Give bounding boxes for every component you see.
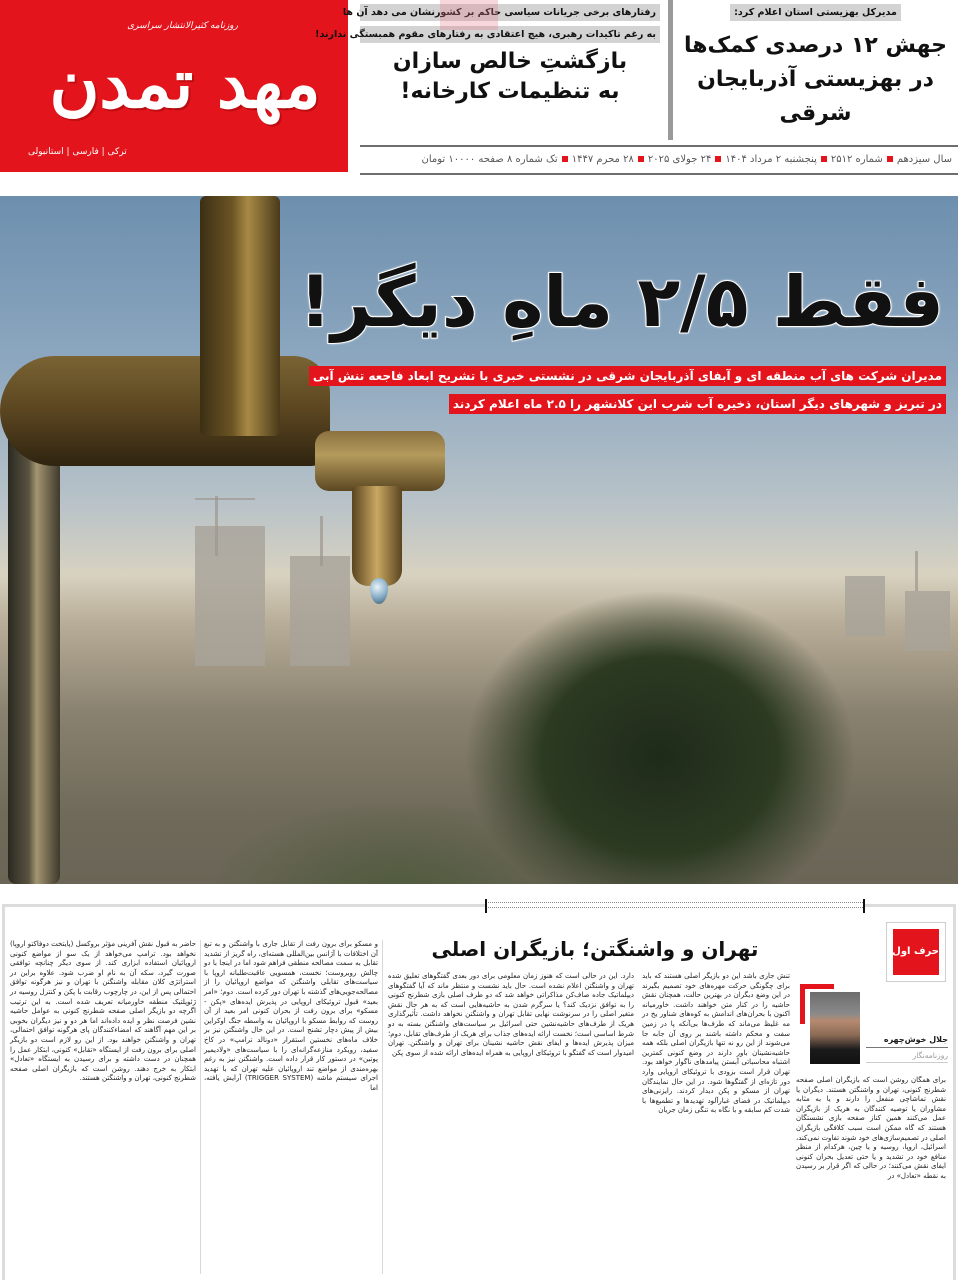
column-text: دارد. این در حالی است که هنوز زمان معلومی برای دور بعدی گفتگوهای تعلیق شده تهران و واشنگتن اعلام نشده است. حال باید نشست و منتظر ماند که آیا گفتگوهای دیپلماتیک جاده صاف‌کن مذاکراتی خواهد شد که دو طرف اصلی بازی شطرنج کنونی را به توافق نزدیک کند؟ یا سرگرم شدن به حاشیه‌هایی است که به هر حال نقش متغیر اصلی را در سرنوشت نهایی تقابل تهران و واشنگتن نخواهد داشت. تأثیرگذاری هریک از طرف‌های حاشیه‌نشین حتی اسرائیل بر سیاست‌های واشنگتن بسته به دو شرط اساسی است؛ نخست ارائه ایده‌های جذاب برای هریک از طرف‌های تقابل، دوم؛ میزان پذیرش ایده‌ها و ایفای نقش حاشیه نشینان برای تهران و واشنگتن. تهران امیدوار است که گفتگو با تروئیکای اروپایی به همراه ایده‌های ارائه شده از سوی پکن: [388, 972, 634, 1057]
teaser-middle[interactable]: [315, 0, 660, 140]
faucet-nozzle: [315, 431, 445, 491]
section-badge-frame: [886, 922, 946, 982]
article-title[interactable]: تهران و واشنگتن؛ بازیگران اصلی: [431, 937, 759, 961]
column-text: حاضر به قبول نقش آفرینی مؤثر بروکسل (پایتخت دوفاکتو اروپا) نخواهد بود. ترامپ می‌خواهد از یک سو از مواضع کنونی اروپائیان استفاده ابزاری کند. از سوی دیگر چنانچه توافقی صورت گیرد، سکه آن به نام او ضرب شود. علاوه براین در استراتژی کلان مقابله واشنگتن با تهران و نیز هرگونه توافق احتمالی پس از این، در چارچوب رقابت با پکن و کنترل روسیه در ژئوپلتیک منطقه خاورمیانه تعریف شده است. به این ترتیب اگرچه دو بازیگر اصلی صفحه شطرنج کنونی به عوامل حاشیه نشین فرصت نظر و ایده داده‌اند اما هر دو و نیز دیگران بخوبی بر این مهم آگاهند که امضاءکنندگان پای هرگونه توافق احتمالی، تهران و واشنگتن خواهند بود. از این رو لازم است دو بازیگر اصلی برای برون رفت از ایستگاه «تقابل» کنونی، ابتکار عمل را همچنان در دست داشته و برای رسیدن به ایستگاه «تعادل» ابتکار به خرج دهند. روشن است که بازیگران اصلی صفحه شطرنج کنونی، تهران و واشنگتن هستند.: [10, 940, 196, 1083]
background-building: [195, 526, 265, 666]
article-column-3: [388, 972, 634, 1274]
background-crane: [215, 496, 218, 556]
dateline-issue: شماره ۲۵۱۲: [830, 154, 883, 165]
separator-square-icon: [821, 156, 827, 162]
teaser-right-title-line-2: در بهزیستی آذربایجان شرقی: [697, 67, 934, 126]
separator-square-icon: [562, 156, 568, 162]
background-building: [845, 576, 885, 636]
logo-languages: ترکی | فارسی | استانبولی: [28, 147, 127, 157]
teaser-middle-title-line-1: بازگشتِ خالص سازان: [392, 49, 628, 74]
article-column-1: [796, 1076, 946, 1274]
background-crane: [915, 551, 918, 591]
article-column-2: [642, 972, 790, 1274]
separator-square-icon: [715, 156, 721, 162]
column-text: برای همگان روشن است که بازیگران اصلی صفحه شطرنج کنونی، تهران و واشنگتن هستند. دیگران یا نقش تماشاچی منفعل را دارند و یا به مثابه مشاوران یا توصیه کنندگان به هریک از بازیگران عمل می‌کنند همین کناز صفحه بازی نشستگان هستند که گاه ممکن است سبب کلافگی بازیگران اصلی در تصمیم‌سازی‌های خود شوند تفاوت نمی‌کند، اسرائیل، اروپا، روسیه و یا چین، هرکدام از منظر منافع خود در تشدید و یا حتی تعدیل بحران کنونی ایفای نقش می‌کنند؛ در حالی که اگر قرار بر رسیدن به نقطه «تعادل» در: [796, 1076, 946, 1180]
teaser-middle-kicker-2: به رغم تاکیدات رهبری، هیچ اعتقادی به رفتارهای مقوم همبستگی ندارند!: [360, 26, 660, 43]
dateline-gregorian-date: ۲۴ جولای ۲۰۲۵: [647, 154, 712, 165]
decorative-rule: [485, 902, 865, 908]
background-building: [290, 556, 350, 666]
author-name: جلال خوش‌چهره: [866, 1034, 948, 1048]
author-photo: [810, 992, 860, 1064]
hero-subhead-line-1: مدیران شرکت های آب منطقه ای و آبفای آذربایجان شرقی در نشستی خبری با تشریح ابعاد فاجعه تنش آبی: [309, 366, 946, 386]
author-role: روزنامه‌نگار: [866, 1050, 948, 1063]
author-photo-block: [800, 984, 860, 1064]
hero-photo[interactable]: [0, 196, 958, 884]
article-column-5: [10, 940, 196, 1274]
dateline-price: تک شماره ۸ صفحه ۱۰۰۰۰ تومان: [421, 154, 558, 165]
separator-square-icon: [887, 156, 893, 162]
faucet-body: [200, 196, 280, 436]
logo-tagline: روزنامه کثیرالانتشار سراسری: [127, 21, 238, 31]
teaser-middle-title: [360, 47, 660, 107]
faucet-arm: [0, 356, 330, 466]
hero-headline: فقط ۲/۵ ماهِ دیگر!: [299, 261, 944, 343]
dateline-lunar-date: ۲۸ محرم ۱۴۴۷: [571, 154, 634, 165]
teaser-middle-title-line-2: به تنظیمات کارخانه!: [400, 79, 620, 104]
water-drop-icon: [370, 578, 388, 604]
separator-square-icon: [638, 156, 644, 162]
teaser-right-kicker: مدیرکل بهزیستی استان اعلام کرد:: [730, 4, 901, 21]
teaser-right-title: [673, 29, 958, 131]
dateline-year: سال سیزدهم: [896, 154, 952, 165]
background-building: [905, 591, 950, 651]
hero-subhead-line-2: در تبریز و شهرهای دیگر استان، ذخیره آب شرب این کلانشهر را ۲.۵ ماه اعلام کردند: [449, 394, 946, 414]
teaser-right[interactable]: [668, 0, 958, 140]
column-divider: [200, 940, 201, 1274]
teaser-middle-kicker-1: رفتارهای برخی جریانات سیاسی حاکم بر کشورنشان می دهد آن ها: [360, 4, 660, 21]
newspaper-logo[interactable]: [0, 0, 348, 172]
teaser-right-title-line-1: جهش ۱۲ درصدی کمک‌ها: [684, 33, 947, 58]
dateline-solar-date: پنجشنبه ۲ مرداد ۱۴۰۴: [725, 154, 817, 165]
background-crane: [320, 516, 323, 566]
background-crane: [195, 498, 255, 500]
logo-wordmark: مهد تمدن: [49, 44, 321, 124]
faucet-spout: [352, 486, 402, 586]
column-divider: [382, 940, 383, 1274]
section-badge[interactable]: حرف اول: [893, 929, 939, 975]
article-column-4: [204, 940, 378, 1274]
issue-dateline: [360, 145, 958, 175]
speech-bubble-mark: [440, 0, 498, 30]
water-pipe: [8, 396, 60, 884]
column-text: و مسکو برای برون رفت از تقابل جاری با واشنگتن و به تبع آن اختلافات با آژانس بین‌المللی هسته‌ای، راه گریز از تشدید تقابل به سمت مصالحه منطقی فراهم شود اما در اینجا با دو چالش روبروست؛ نخست، همسویی عاقبت‌طلبانه اروپا با سیاست‌های تقابلی واشنگتن که مواضع اروپائیان را از مصالحه‌جویی‌های گذشته با تهران دور کرده است. دوم؛ «امر بعید» قبول تروئیکای اروپایی در پذیرش ایده‌های «پکن - مسکو» برای برون رفت از بحران کنونی امر بعید از آن روست که روابط مسکو با اروپائیان به واسطه جنگ اوکراین بیش از پیش دچار تشنج است. در این حال واشنگتن نیز بر خلاف ماه‌های نخستین استقرار «دونالد ترامپ» در کاخ سفید، رویکرد منازعه‌گرانه‌ای را با سیاست‌های «ولادیمیر پوتین» در دستور کار قرار داده است. واشنگتن نیز به رغم بهره‌مندی از مواضع تند اروپائیان علیه تهران که با تهدید اجرای سیستم ماشه (TRIGGER SYSTEM) آرایش یافته، اما: [204, 940, 378, 1092]
column-text: تنش جاری باشد این دو بازیگر اصلی هستند که باید برای چگونگی حرکت مهره‌های خود تصمیم بگیرند در این وضع دیگران در بهترین حالت، همچنان نقش حاشیه را در کنار متن خواهند داشت. خاورمیانه اکنون با بحران‌های اندامش به کوه‌های شناور یخ در مه غلیظ می‌ماند که طرف‌ها بی‌آنکه پا در زمین سفت و محکم داشته باشند بر روی آن جابه جا می‌شوند از این رو نه تنها بازیگران اصلی بلکه همه حاشیه‌نشینان باور دارند در وضع کنونی کمترین اشتباه محاسباتی آبستن پیامدهای ناگوار خواهد بود. تهران قرار است بزودی با تروئیکای اروپایی وارد دور تازه‌ای از گفتگوها شود. در این حال نمایندگان تهران از مسکو و پکن دیدار کردند. رایزنی‌های دیپلماتیک در فضای غبارآلود تهدیدها و تطمیع‌ها با شدت کم سابقه و با نگاه به تنگی زمان جریان: [642, 972, 790, 1115]
